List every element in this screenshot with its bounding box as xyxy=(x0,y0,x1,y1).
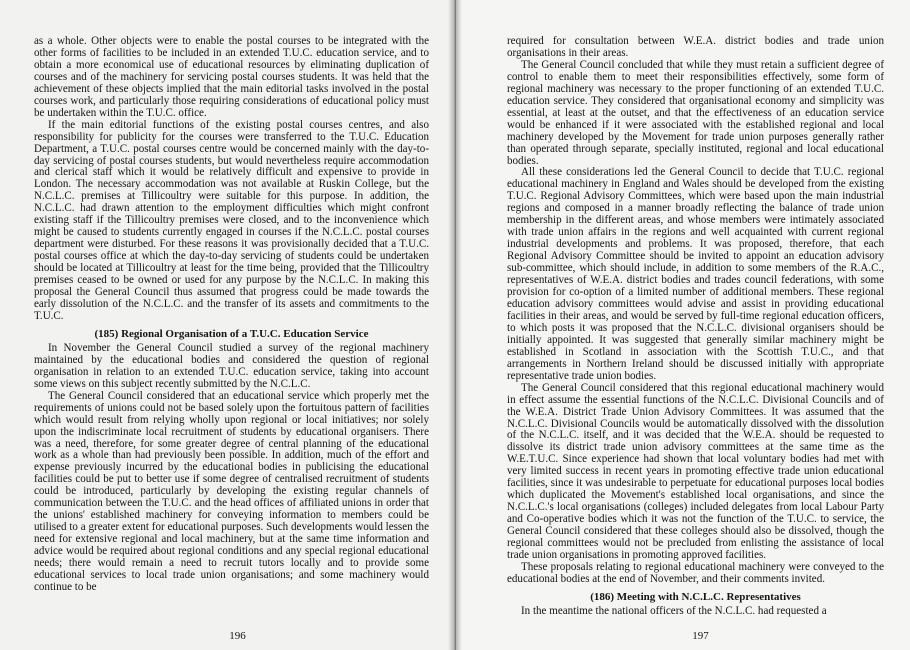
paragraph: required for consultation between W.E.A. district bodies and trade union organisations in their areas. xyxy=(507,35,884,59)
paragraph: The General Council concluded that while they must retain a sufficient degree of control to enable them to meet their responsibilities effectively, some form of regional machinery was necessary to the proper functioning of an extended T.U.C. education service. They considered that organisational economy and simplicity was essential, at least at the outset, and that the effectiveness of an education service would be enhanced if it were associated with the established regional and local machinery developed by the Movement for trade union purposes generally rather than operated through separate, specially instituted, regional and local educational bodies. xyxy=(507,58,884,167)
section-heading: (185) Regional Organisation of a T.U.C. Education Service xyxy=(94,327,369,340)
right-page-text xyxy=(507,36,884,618)
paragraph: If the main editorial functions of the existing postal courses centres, and also responsibility for publicity for the courses were transferred to the T.U.C. Education Department, a T.U.C. postal courses centre would be concerned mainly with the day-to-day servicing of postal courses students, but would nevertheless require accommodation and clerical staff which it would be relatively difficult and expensive to provide in London. The necessary accommodation was not available at Ruskin College, but the N.C.L.C. premises at Tillicoultry were suitable for this purpose. In addition, the N.C.L.C. had drawn attention to the employment difficulties which might confront existing staff if the Tillicoultry premises were closed, and to the inconvenience which might be caused to students currently engaged in courses if the N.C.L.C. postal courses department were disturbed. For these reasons it was provisionally decided that a T.U.C. postal courses office at which the day-to-day servicing of students could be undertaken should be located at Tillicoultry at least for the time being, provided that the Tillicoultry premises ceased to be owned or used for any purpose by the N.C.L.C. In making this proposal the General Council thus assumed that progress could be made towards the early dissolution of the N.C.L.C. and the transfer of its assets and commitments to the T.U.C. xyxy=(34,118,429,322)
paragraph: The General Council considered that this regional educational machinery would in effect assume the essential functions of the N.C.L.C. Divisional Councils and of the W.E.A. District Trade Union Advisory Committees. It was assumed that the N.C.L.C. Divisional Councils would be automatically dissolved with the dissolution of the N.C.L.C. itself, and it was decided that the W.E.A. should be requested to dissolve its district trade union advisory committees at the same time as the W.E.T.U.C. Since experience had shown that local voluntary bodies had met with very limited success in recent years in promoting effective trade union educational facilities, since it was undesirable to perpetuate for educational purposes local bodies which duplicated the Movement's established local organisations, and since the N.C.L.C.'s local organisations (colleges) included delegates from local Labour Party and Co-operative bodies which it was not the function of the T.U.C. to service, the General Council considered that these colleges should also be dissolved, though the regional committees would not be precluded from enlisting the assistance of local trade union organisations in promoting approved facilities. xyxy=(507,381,884,561)
paragraph: All these considerations led the General Council to decide that T.U.C. regional educational machinery in England and Wales should be developed from the existing T.U.C. Regional Advisory Committees, which were based upon the main industrial regions and composed in a manner broadly reflecting the balance of trade union membership in the different areas, and whose members were intimately associated with trade union affairs in the regions and well acquainted with current regional industrial developments and problems. It was proposed, therefore, that each Regional Advisory Committee should be invited to appoint an education advisory sub-committee, which should include, in addition to some members of the R.A.C., representatives of W.E.A. district bodies and trades council federations, with some provision for co-option of a limited number of additional members. These regional education advisory committees would advise and assist in providing educational facilities in their areas, and would be served by full-time regional education officers, to which posts it was proposed that the N.C.L.C. divisional organisers should be initially appointed. It was suggested that generally similar machinery might be established in Scotland in association with the Scottish T.U.C., and that arrangements in Northern Ireland should be discussed initially with appropriate representative trade union bodies. xyxy=(507,166,884,382)
paragraph: In November the General Council studied a survey of the regional machinery maintained by the educational bodies and considered the question of regional organisation in relation to an extended T.U.C. education service, taking into account some views on this subject recently submitted by the N.C.L.C. xyxy=(34,341,429,390)
right-page xyxy=(455,0,910,650)
paragraph: as a whole. Other objects were to enable the postal courses to be integrated with the other forms of facilities to be included in an extended T.U.C. education service, and to obtain a more economical use of educational resources by eliminating duplication of courses and of the machinery for servicing postal courses students. It was held that the achievement of these objects implied that the main editorial tasks involved in the postal courses work, and particularly those requiring considerations of educational policy must be undertaken within the T.U.C. office. xyxy=(34,35,429,119)
page-number: 197 xyxy=(692,630,709,642)
paragraph: The General Council considered that an educational service which properly met the requirements of unions could not be based solely upon the fortuitous pattern of facilities which would result from relying wholly upon regional or local initiatives; nor solely upon the indiscriminate local recruitment of students by educational organisers. There was a need, therefore, for some greater degree of central planning of the educational work as a whole than had previously been possible. In addition, much of the effort and expense previously incurred by the educational bodies in publicising the educational facilities could be put to better use if some degree of centralised recruitment of students could be introduced, particularly by developing the existing regular channels of communication between the T.U.C. and the head offices of affiliated unions in order that the unions' established machinery for conveying information to members could be utilised to a greater extent for educational purposes. Such developments would lessen the need for extensive regional and local machinery, but at the same time information and advice would be required about regional conditions and any special regional educational needs; there would remain a need to recruit tutors locally and to provide some educational services to local trade union organisations; and some machinery would continue to be xyxy=(34,389,429,593)
paragraph: These proposals relating to regional educational machinery were conveyed to the educational bodies at the end of November, and their comments invited. xyxy=(507,560,884,585)
book-gutter xyxy=(448,0,462,650)
page-number: 196 xyxy=(229,630,246,642)
left-page-text xyxy=(34,36,429,594)
section-heading: (186) Meeting with N.C.L.C. Representatives xyxy=(590,590,801,603)
paragraph: In the meantime the national officers of the N.C.L.C. had requested a xyxy=(521,604,827,617)
